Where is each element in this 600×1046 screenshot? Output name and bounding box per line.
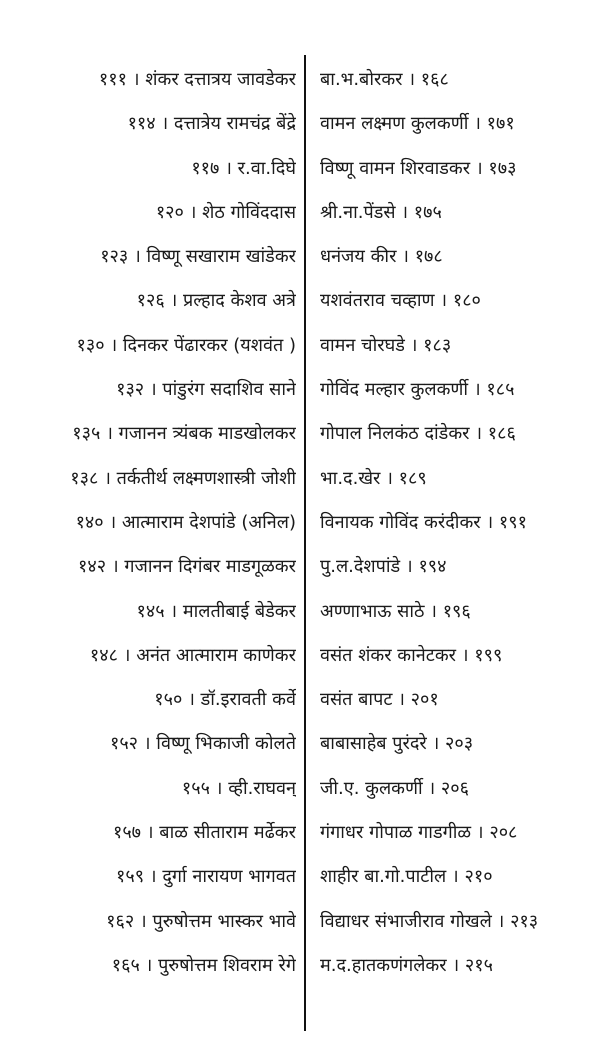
index-entry: वसंत बापट । २०१ — [320, 689, 439, 711]
index-entry: १२० । शेठ गोविंददास — [155, 201, 296, 223]
index-right-column — [320, 58, 600, 988]
index-entry: १२३ । विष्णू सखाराम खांडेकर — [100, 246, 296, 268]
index-entry: १५७ । बाळ सीताराम मर्ढेकर — [112, 822, 296, 844]
index-entry: ११४ । दत्तात्रेय रामचंद्र बेंद्रे — [127, 113, 296, 135]
index-entry: १४२ । गजानन दिगंबर माडगूळकर — [78, 556, 296, 578]
index-entry: विष्णू वामन शिरवाडकर । १७३ — [320, 157, 517, 179]
index-entry: १५९ । दुर्गा नारायण भागवत — [116, 866, 296, 888]
index-entry: १६५ । पुरुषोत्तम शिवराम रेगे — [111, 954, 296, 976]
index-entry: वामन चोरघडे । १८३ — [320, 334, 452, 356]
index-entry: १४० । आत्माराम देशपांडे (अनिल) — [75, 511, 296, 533]
index-entry: वसंत शंकर कानेटकर । १९९ — [320, 644, 503, 666]
index-entry: वामन लक्ष्मण कुलकर्णी । १७१ — [320, 113, 515, 135]
index-entry: भा.द.खेर । १८९ — [320, 467, 427, 489]
index-entry: १३० । दिनकर पेंढारकर (यशवंत ) — [76, 334, 296, 356]
index-entry: गोपाल निलकंठ दांडेकर । १८६ — [320, 423, 516, 445]
column-divider — [304, 55, 306, 1031]
index-entry: १५५ । व्ही.राघवन् — [181, 777, 296, 799]
index-entry: १४८ । अनंत आत्माराम काणेकर — [89, 644, 296, 666]
index-entry: १३५ । गजानन त्र्यंबक माडखोलकर — [72, 423, 296, 445]
index-left-column — [0, 58, 296, 988]
index-entry: गोविंद मल्हार कुलकर्णी । १८५ — [320, 379, 515, 401]
index-entry: धनंजय कीर । १७८ — [320, 246, 443, 268]
index-entry: १५० । डॉ.इरावती कर्वे — [154, 689, 296, 711]
index-entry: १५२ । विष्णू भिकाजी कोलते — [109, 733, 296, 755]
index-entry: ११७ । र.वा.दिघे — [191, 157, 296, 179]
index-entry: गंगाधर गोपाळ गाडगीळ । २०८ — [320, 822, 518, 844]
index-entry: पु.ल.देशपांडे । १९४ — [320, 556, 447, 578]
index-entry: अण्णाभाऊ साठे । १९६ — [320, 600, 471, 622]
index-entry: १३८ । तर्कतीर्थ लक्ष्मणशास्त्री जोशी — [70, 467, 296, 489]
index-entry: विद्याधर संभाजीराव गोखले । २१३ — [320, 910, 539, 932]
index-entry: १२६ । प्रल्हाद केशव अत्रे — [136, 290, 296, 312]
index-entry: यशवंतराव चव्हाण । १८० — [320, 290, 481, 312]
index-entry: विनायक गोविंद करंदीकर । १९१ — [320, 511, 527, 533]
index-entry: श्री.ना.पेंडसे । १७५ — [320, 201, 442, 223]
index-entry: १६२ । पुरुषोत्तम भास्कर भावे — [106, 910, 296, 932]
index-entry: शाहीर बा.गो.पाटील । २१० — [320, 866, 493, 888]
index-entry: म.द.हातकणंगलेकर । २१५ — [320, 954, 493, 976]
index-entry: बाबासाहेब पुरंदरे । २०३ — [320, 733, 474, 755]
index-entry: १३२ । पांडुरंग सदाशिव साने — [116, 379, 296, 401]
index-entry: जी.ए. कुलकर्णी । २०६ — [320, 777, 470, 799]
index-entry: १११ । शंकर दत्तात्रय जावडेकर — [98, 69, 296, 90]
index-entry: बा.भ.बोरकर । १६८ — [320, 69, 449, 90]
index-entry: १४५ । मालतीबाई बेडेकर — [136, 600, 296, 622]
